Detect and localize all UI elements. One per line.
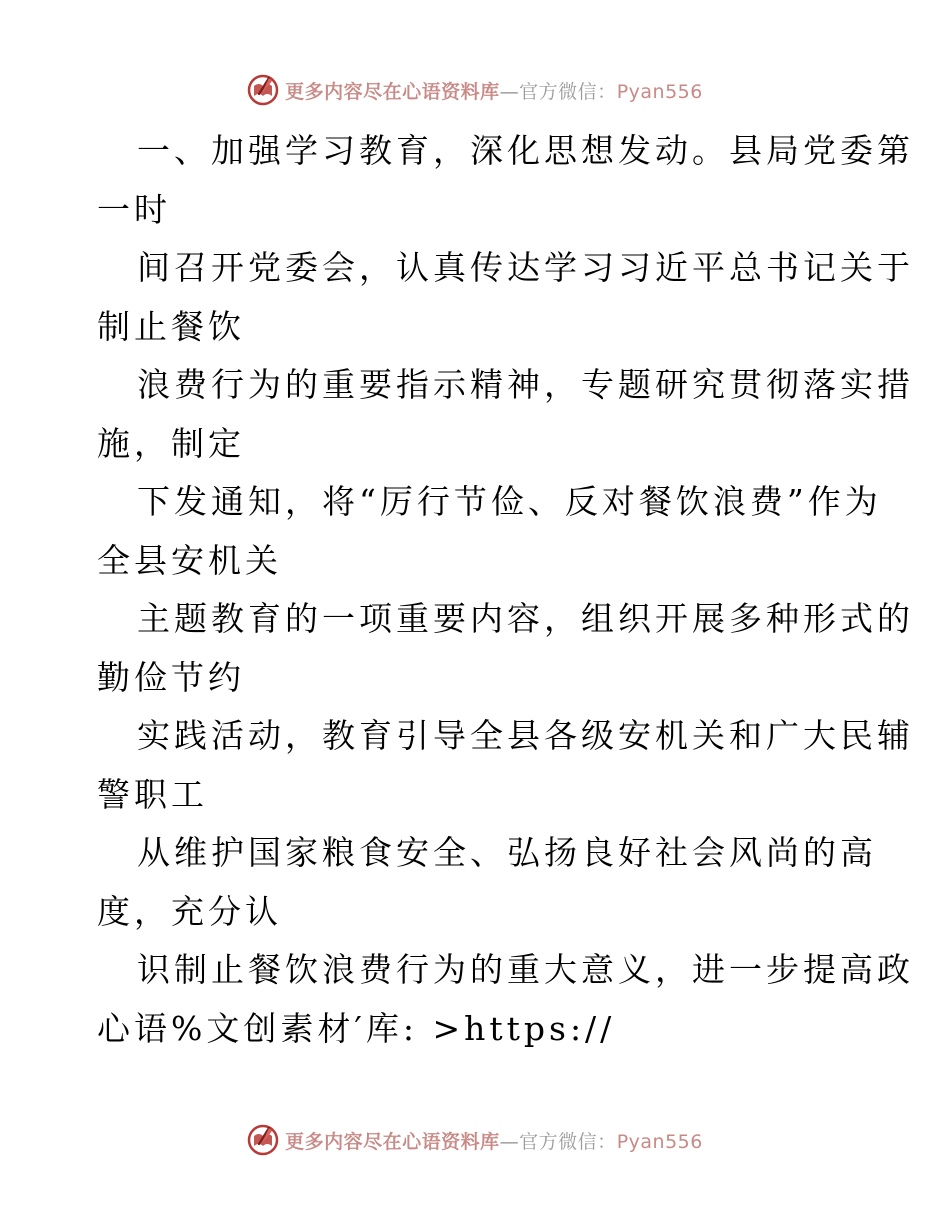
- banner-main-text: 更多内容尽在心语资料库: [285, 1130, 500, 1153]
- banner-dash: —: [499, 80, 520, 103]
- text-line: 浪费行为的重要指示精神，专题研究贯彻落实措: [137, 365, 914, 404]
- text-line: 度，充分认: [97, 891, 282, 931]
- text-line: 一、加强学习教育，深化思想发动。县局党委第: [137, 131, 914, 170]
- text-line: 勤俭节约: [97, 657, 245, 697]
- header-banner-content: [247, 74, 703, 106]
- footer-banner-content: [247, 1124, 703, 1156]
- book-quill-logo-icon: [247, 74, 279, 106]
- text-line: 主题教育的一项重要内容，组织开展多种形式的: [137, 599, 914, 638]
- banner-wechat-label: 官方微信：: [519, 1130, 617, 1153]
- footer-banner-text: [285, 1127, 703, 1154]
- footer-banner: [0, 1120, 950, 1160]
- banner-wechat-id: Pyan556: [616, 80, 703, 103]
- text-line: 施，制定: [97, 423, 245, 463]
- header-banner-text: [285, 77, 703, 104]
- banner-dash: —: [499, 1130, 520, 1153]
- text-line: 制止餐饮: [97, 306, 245, 346]
- text-line: 警职工: [97, 774, 208, 814]
- banner-wechat-label: 官方微信：: [519, 80, 617, 103]
- document-body: [97, 122, 914, 1058]
- text-line: 间召开党委会，认真传达学习习近平总书记关于: [137, 248, 914, 287]
- banner-main-text: 更多内容尽在心语资料库: [285, 80, 500, 103]
- banner-wechat-id: Pyan556: [616, 1130, 703, 1153]
- text-line: 识制止餐饮浪费行为的重大意义，进一步提高政: [137, 950, 914, 989]
- header-banner: [0, 70, 950, 110]
- text-line: 从维护国家粮食安全、弘扬良好社会风尚的高: [137, 833, 877, 872]
- text-line: 一时: [97, 189, 171, 229]
- text-line: 全县安机关: [97, 540, 282, 580]
- text-line: 下发通知，将“厉行节俭、反对餐饮浪费”作为: [137, 482, 882, 521]
- book-quill-logo-icon: [247, 1124, 279, 1156]
- text-line: 实践活动，教育引导全县各级安机关和广大民辅: [137, 716, 914, 755]
- text-line: 心语%文创素材′库: >https://: [97, 1008, 616, 1048]
